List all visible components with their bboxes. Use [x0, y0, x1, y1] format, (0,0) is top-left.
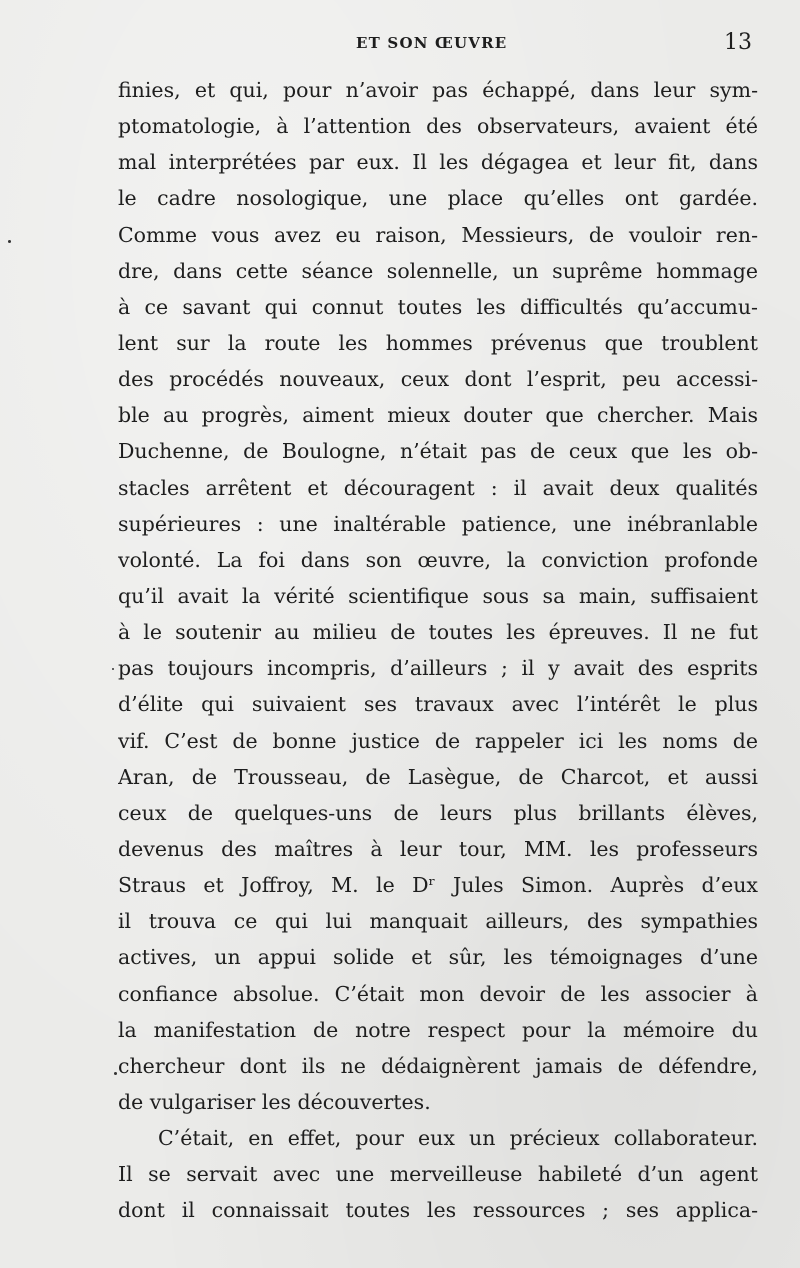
page-header	[118, 30, 758, 60]
text-line: des procédés nouveaux, ceux dont l’esprit, peu accessi-	[118, 367, 758, 392]
text-line: ptomatologie, à l’attention des observateurs, avaient été	[118, 114, 758, 139]
text-line: de vulgariser les découvertes.	[118, 1089, 431, 1114]
text-line: C’était, en effet, pour eux un précieux collaborateur.	[158, 1126, 758, 1151]
text-line: actives, un appui solide et sûr, les témoignages d’une	[118, 945, 758, 970]
ink-speck	[114, 1072, 117, 1075]
text-line: devenus des maîtres à leur tour, MM. les professeurs	[118, 836, 758, 861]
text-line: dre, dans cette séance solennelle, un suprême hommage	[118, 258, 758, 283]
body-text	[118, 72, 758, 1229]
text-line: Straus et Joffroy, M. le Dʳ Jules Simon. Auprès d’eux	[118, 873, 758, 898]
text-line: supérieures : une inaltérable patience, une inébranlable	[118, 511, 758, 536]
text-line: mal interprétées par eux. Il les dégagea et leur fit, dans	[118, 150, 758, 175]
ink-speck	[112, 668, 114, 670]
text-line: le cadre nosologique, une place qu’elles ont gardée.	[118, 186, 758, 211]
text-line: à le soutenir au milieu de toutes les épreuves. Il ne fut	[118, 620, 758, 645]
text-line: Il se servait avec une merveilleuse habileté d’un agent	[118, 1162, 758, 1187]
text-line: à ce savant qui connut toutes les difficultés qu’accumu-	[118, 294, 758, 319]
text-line: Comme vous avez eu raison, Messieurs, de vouloir ren-	[118, 222, 758, 247]
running-title: ET SON ŒUVRE	[356, 34, 508, 52]
text-line: ble au progrès, aiment mieux douter que chercher. Mais	[118, 403, 758, 428]
text-line: ceux de quelques-uns de leurs plus brillants élèves,	[118, 800, 758, 825]
text-line: pas toujours incompris, d’ailleurs ; il y avait des esprits	[118, 656, 758, 681]
text-line: il trouva ce qui lui manquait ailleurs, des sympathies	[118, 909, 758, 934]
text-line: Aran, de Trousseau, de Lasègue, de Charcot, et aussi	[118, 764, 758, 789]
paragraph	[118, 1120, 758, 1228]
text-line: la manifestation de notre respect pour la mémoire du	[118, 1017, 758, 1042]
paragraph	[118, 72, 758, 1120]
text-line: stacles arrêtent et découragent : il avait deux qualités	[118, 475, 758, 500]
text-line: confiance absolue. C’était mon devoir de les associer à	[118, 981, 758, 1006]
text-line: volonté. La foi dans son œuvre, la conviction profonde	[118, 547, 758, 572]
page-number: 13	[724, 30, 752, 55]
text-line: d’élite qui suivaient ses travaux avec l’intérêt le plus	[118, 692, 758, 717]
text-line: chercheur dont ils ne dédaignèrent jamais de défendre,	[118, 1053, 758, 1078]
text-line: lent sur la route les hommes prévenus que troublent	[118, 330, 758, 355]
text-line: vif. C’est de bonne justice de rappeler ici les noms de	[118, 728, 758, 753]
ink-speck	[8, 240, 11, 243]
text-line: qu’il avait la vérité scientifique sous sa main, suffisaient	[118, 583, 758, 608]
text-line: dont il connaissait toutes les ressources ; ses applica-	[118, 1198, 758, 1223]
text-line: finies, et qui, pour n’avoir pas échappé, dans leur sym-	[118, 78, 758, 102]
text-line: Duchenne, de Boulogne, n’était pas de ceux que les ob-	[118, 439, 758, 464]
